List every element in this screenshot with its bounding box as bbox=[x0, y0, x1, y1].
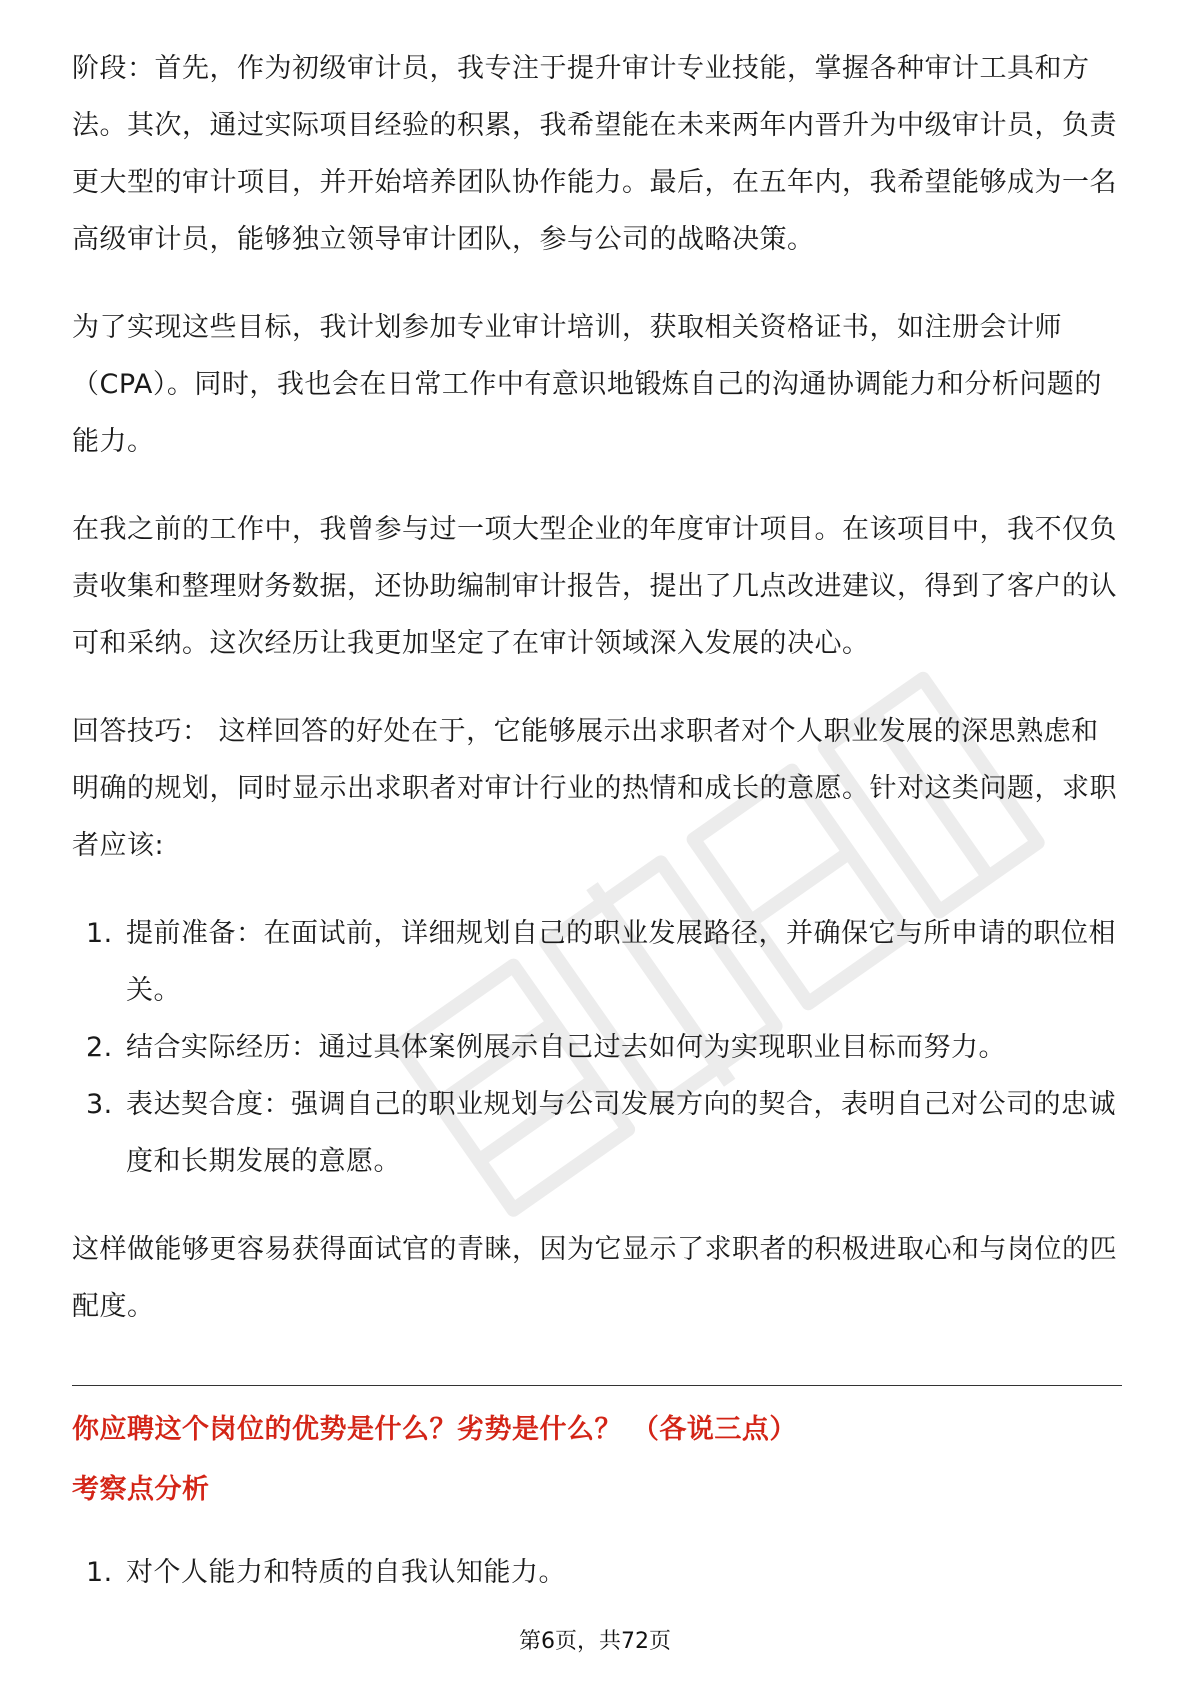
goals-plan-paragraph: 为了实现这些目标，我计划参加专业审计培训，获取相关资格证书，如注册会计师（CPA）。同时，我也会在日常工作中有意识地锻炼自己的沟通协调能力和分析问题的能力。 bbox=[72, 312, 1102, 457]
list-number: 1. bbox=[86, 1557, 113, 1588]
list-item-text: 提前准备：在面试前，详细规划自己的职业发展路径，并确保它与所申请的职位相关。 bbox=[126, 918, 1116, 1006]
list-item bbox=[72, 905, 1122, 1019]
list-item-text: 对个人能力和特质的自我认知能力。 bbox=[126, 1557, 566, 1588]
past-experience-paragraph: 在我之前的工作中，我曾参与过一项大型企业的年度审计项目。在该项目中，我不仅负责收集和整理财务数据，还协助编制审计报告，提出了几点改进建议，得到了客户的认可和采纳。这次经历让我更加坚定了在审计领域深入发展的决心。 bbox=[72, 514, 1117, 659]
list-item-text: 结合实际经历：通过具体案例展示自己过去如何为实现职业目标而努力。 bbox=[126, 1032, 1006, 1063]
tips-list bbox=[72, 905, 1122, 1190]
answer-tips-paragraph: 回答技巧： 这样回答的好处在于，它能够展示出求职者对个人职业发展的深思熟虑和明确的规划，同时显示出求职者对审计行业的热情和成长的意愿。针对这类问题，求职者应该: bbox=[72, 716, 1117, 861]
list-number: 2. bbox=[86, 1032, 113, 1063]
conclusion-paragraph: 这样做能够更容易获得面试官的青睐，因为它显示了求职者的积极进取心和与岗位的匹配度。 bbox=[72, 1234, 1117, 1322]
list-item bbox=[72, 1019, 1122, 1076]
list-number: 1. bbox=[86, 918, 113, 949]
career-stages-paragraph: 阶段：首先，作为初级审计员，我专注于提升审计专业技能，掌握各种审计工具和方法。其次，通过实际项目经验的积累，我希望能在未来两年内晋升为中级审计员，负责更大型的审计项目，并开始培养团队协作能力。最后，在五年内，我希望能够成为一名高级审计员，能够独立领导审计团队，参与公司的战略决策。 bbox=[72, 53, 1117, 255]
page-footer: 第6页，共72页 bbox=[519, 1629, 671, 1654]
analysis-list bbox=[72, 1544, 1122, 1601]
analysis-heading: 考察点分析 bbox=[72, 1474, 210, 1505]
list-item-text: 表达契合度：强调自己的职业规划与公司发展方向的契合，表明自己对公司的忠诚度和长期发展的意愿。 bbox=[126, 1089, 1116, 1177]
list-item bbox=[72, 1076, 1122, 1190]
question-heading: 你应聘这个岗位的优势是什么？劣势是什么？ （各说三点） bbox=[72, 1414, 797, 1445]
list-item bbox=[72, 1544, 1122, 1601]
document-page bbox=[72, 40, 1122, 1601]
list-number: 3. bbox=[86, 1089, 113, 1120]
